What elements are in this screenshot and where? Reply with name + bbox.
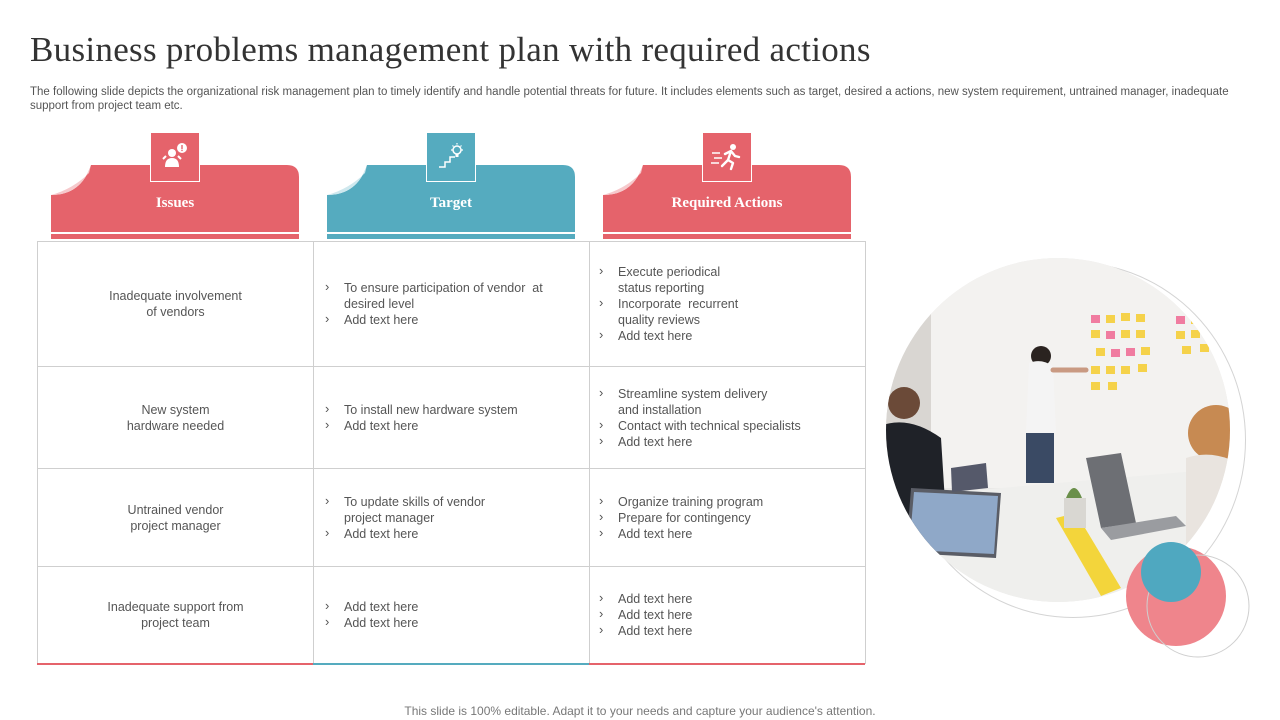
- list-item: › To install new hardware system: [324, 402, 589, 418]
- issue-line: Untrained vendor: [127, 502, 224, 517]
- issue-cell: [38, 242, 314, 367]
- tab-underline: [603, 234, 851, 239]
- footer-note: This slide is 100% editable. Adapt it to your needs and capture your audience's attention.: [404, 704, 876, 718]
- list-item: › Streamline system delivery and installation: [598, 386, 865, 418]
- header-label-actions: Required Actions: [671, 195, 783, 211]
- issue-line: New system: [141, 402, 210, 417]
- running-person-icon: [702, 132, 752, 182]
- decorative-circles: [1120, 540, 1255, 665]
- list-item: › Execute periodical status reporting: [598, 264, 778, 296]
- column-bottom-line: [37, 663, 313, 665]
- page-subtitle: The following slide depicts the organizational risk management plan to timely identify and handle potential threats for future. It includes elements such as target, desired a actions, new system requirement, untrained manager, inadequate support from project team etc.: [30, 86, 1229, 112]
- list-item: › Add text here: [598, 434, 865, 450]
- issue-cell: [38, 469, 314, 567]
- list-item: › Add text here: [324, 615, 589, 631]
- list-item: › Add text here: [598, 591, 865, 607]
- actions-cell: [590, 469, 866, 567]
- list-item: › To ensure participation of vendor at desired level: [324, 280, 564, 312]
- target-cell: [314, 469, 590, 567]
- target-cell: [314, 567, 590, 664]
- target-cell: [314, 242, 590, 367]
- issue-line: Inadequate support from: [107, 600, 244, 614]
- person-alert-icon: [150, 132, 200, 182]
- list-item: › Add text here: [324, 599, 589, 615]
- actions-cell: [590, 242, 866, 367]
- issue-line: hardware needed: [126, 418, 225, 433]
- list-item: › Add text here: [598, 623, 865, 639]
- target-cell: [314, 367, 590, 469]
- list-item-continued: desired level: [344, 297, 415, 311]
- lightbulb-stairs-icon: [426, 132, 476, 182]
- issue-line: project team: [141, 616, 210, 630]
- list-item: › Prepare for contingency: [598, 510, 865, 526]
- tab-underline: [327, 234, 575, 239]
- table-row: [38, 469, 866, 567]
- issue-line: Inadequate involvement: [109, 289, 242, 303]
- actions-cell: [590, 367, 866, 469]
- list-item: › Add text here: [598, 328, 778, 344]
- list-item: › Contact with technical specialists: [598, 418, 865, 434]
- list-item: › Incorporate recurrent quality reviews: [598, 296, 778, 328]
- issue-cell: [38, 567, 314, 664]
- column-bottom-line: [313, 663, 589, 665]
- column-bottom-line: [589, 663, 865, 665]
- table-row: [38, 367, 866, 469]
- page-title: Business problems management plan with required actions: [30, 30, 871, 69]
- issue-line: project manager: [130, 518, 221, 533]
- tab-underline: [51, 234, 299, 239]
- table-row: [38, 242, 866, 367]
- plan-table: [37, 241, 866, 664]
- list-item: › Organize training program: [598, 494, 865, 510]
- list-item: › Add text here: [324, 526, 589, 542]
- header-label-issues: Issues: [155, 195, 195, 211]
- header-label-target: Target: [430, 195, 472, 211]
- actions-cell: [590, 567, 866, 664]
- list-item: › To update skills of vendor project manager: [324, 494, 589, 526]
- list-item: › Add text here: [324, 312, 564, 328]
- issue-cell: [38, 367, 314, 469]
- list-item: › Add text here: [598, 526, 865, 542]
- table-row: [38, 567, 866, 664]
- list-item: › Add text here: [324, 418, 589, 434]
- issue-line: of vendors: [146, 305, 205, 319]
- list-item: › Add text here: [598, 607, 865, 623]
